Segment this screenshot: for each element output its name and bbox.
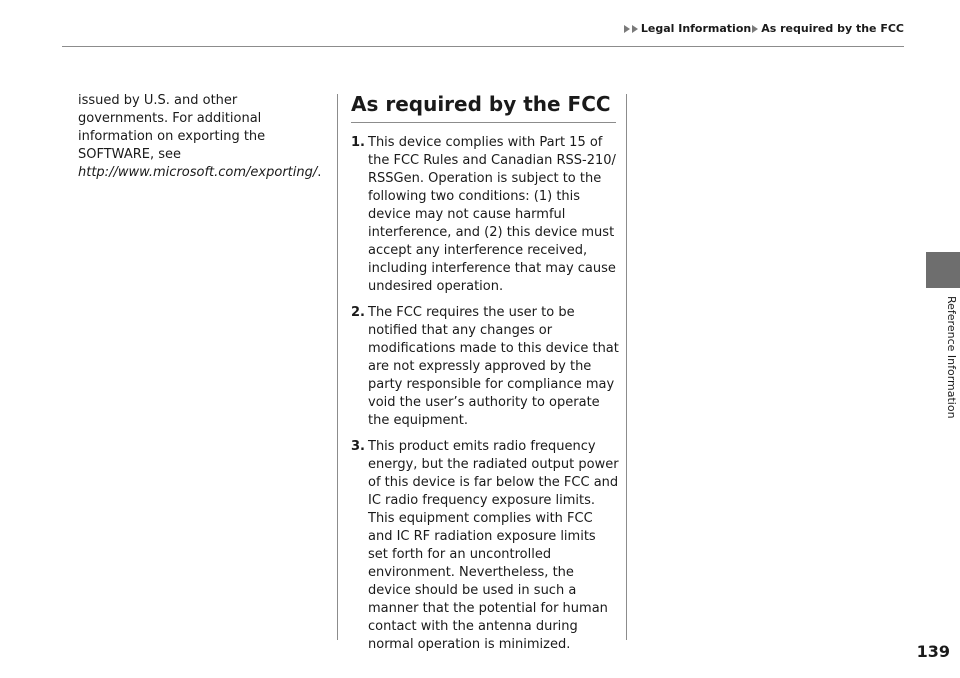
list-item-text: This product emits radio frequency energy, but the radiated output power of this device is far below the FCC and IC radio frequency exposure limits. This equipment complies with FCC and IC RF radiation exposure limits set forth for an uncontrolled environment. Nevertheless, the device should be used in such a manner that the potential for human contact with the antenna during normal operation is minimized. xyxy=(368,439,619,652)
page-number: 139 xyxy=(916,642,950,661)
triangle-right-icon xyxy=(752,25,758,33)
list-item-text: The FCC requires the user to be notified that any changes or modifications made to this device that are not expressly approved by the party responsible for compliance may void the user’s authority to operate the equipment. xyxy=(368,305,619,428)
fcc-requirements-list xyxy=(351,134,619,662)
chapter-tab[interactable] xyxy=(926,252,960,288)
microsoft-exporting-link[interactable]: http://www.microsoft.com/exporting/ xyxy=(78,165,318,180)
list-item-number: 2. xyxy=(351,305,365,320)
header-divider xyxy=(62,46,904,47)
section-title-underline xyxy=(351,122,616,123)
list-item xyxy=(351,134,619,296)
list-item xyxy=(351,304,619,430)
column-divider-left xyxy=(337,94,338,640)
list-item-text: This device complies with Part 15 of the FCC Rules and Canadian RSS-210/ RSSGen. Operation is subject to the following two conditions: (1) this device may not cause harmful interference, and (2) this device must accept any interference received, including interference that may cause undesired operation. xyxy=(368,135,616,294)
column-divider-right xyxy=(626,94,627,640)
list-item-number: 3. xyxy=(351,439,365,454)
list-item xyxy=(351,438,619,654)
exporting-paragraph: issued by U.S. and other governments. For additional information on exporting the SOFTWARE, see xyxy=(78,93,266,162)
exporting-paragraph-end: . xyxy=(317,165,322,180)
breadcrumb-item-legal-information[interactable]: Legal Information xyxy=(640,22,752,35)
triangle-right-icon xyxy=(624,25,630,33)
breadcrumb xyxy=(624,22,904,35)
triangle-right-icon xyxy=(632,25,638,33)
chapter-tab-label: Reference Information xyxy=(945,296,958,419)
section-title: As required by the FCC xyxy=(351,92,611,116)
list-item-number: 1. xyxy=(351,135,365,150)
left-column-text xyxy=(78,92,330,182)
breadcrumb-item-fcc[interactable]: As required by the FCC xyxy=(761,22,904,35)
